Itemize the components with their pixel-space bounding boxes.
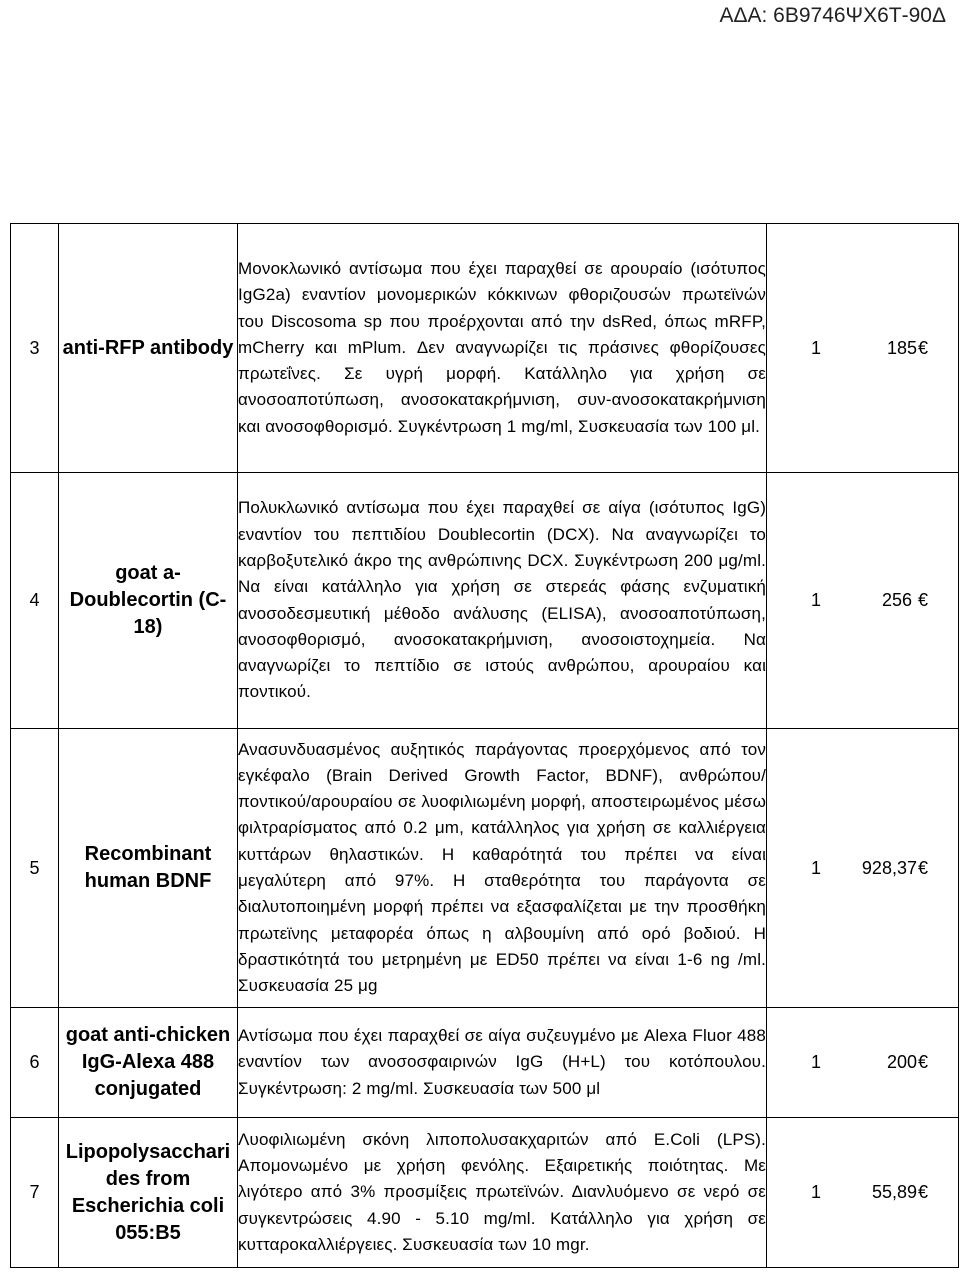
price: 200€ <box>886 1052 928 1072</box>
quantity: 1 <box>811 337 822 358</box>
product-description: Λυοφιλιωμένη σκόνη λιποπολυσακχαριτών από E.Coli (LPS). Απομονωμένο με χρήση φενόλης. Εξαιρετικής ποιότητας. Με λιγότερο από 3% προσμίξεις πρωτεϊνών. Διανλυόμενο σε νερό σε συγκεντρώσεις 4.90 - 5.10 mg/ml. Κατάλληλο για χρήση σε κυτταροκαλλιέργειες. Συσκευασία των 10 mgr. <box>238 1118 767 1268</box>
price-cell <box>767 224 959 473</box>
price: 256 € <box>881 590 928 610</box>
euro-symbol: € <box>917 337 928 358</box>
row-number: 5 <box>11 729 59 1008</box>
items-table <box>10 223 959 1268</box>
euro-symbol: € <box>917 1052 928 1072</box>
table-row <box>11 473 959 729</box>
price: 185€ <box>886 337 928 358</box>
table-row <box>11 1008 959 1118</box>
euro-symbol: € <box>917 590 928 610</box>
price-cell <box>767 1008 959 1118</box>
euro-symbol: € <box>917 857 928 878</box>
product-description: Πολυκλωνικό αντίσωμα που έχει παραχθεί σε αίγα (ισότυπος IgG) εναντίον του πεπτιδίου Doublecortin (DCX). Να αναγνωρίζει το καρβοξυτελικό άκρο της ανθρώπινης DCX. Συγκέντρωση 200 μg/ml. Να είναι κατάλληλο για χρήση σε στερεάς φάσης ενζυματική ανοσοδεσμευτική μέθοδο ανάλυσης (ELISA), ανοσοαποτύπωση, ανοσοφθορισμό, ανοσοκατακρήμνιση, ανοσοιστοχημεία. Να αναγνωρίζει το πεπτίδιο σε ιστούς ανθρώπου, αρουραίου και ποντικού. <box>238 473 767 729</box>
price-cell <box>767 473 959 729</box>
table-row <box>11 729 959 1008</box>
document-code: ΑΔΑ: 6Β9746ΨΧ6Τ-90Δ <box>719 4 946 27</box>
table-row <box>11 224 959 473</box>
product-name: goat anti-chicken IgG-Alexa 488 conjugated <box>59 1008 238 1118</box>
product-name: Recombinant human BDNF <box>59 729 238 1008</box>
product-description: Ανασυνδυασμένος αυξητικός παράγοντας προερχόμενος από τον εγκέφαλο (Brain Derived Growth Factor, BDNF), ανθρώπου/ποντικού/αρουραίου σε λυοφιλιωμένη μορφή, αποστειρωμένος μέσω φιλτραρίσματος από 0.2 μm, κατάλληλος για χρήση σε καλλιέργεια κυττάρων θηλαστικών. Η καθαρότητά του πρέπει να είναι μεγαλύτερη από 97%. Η σταθερότητα του παράγοντα σε διαλυτοποιημένη μορφή πρέπει να εξασφαλίζεται με την προσθήκη πρωτεϊνης μεταφορέα όπως η αλβουμίνη από ορό βοδιού. Η δραστικότητά του μετρημένη με ED50 πρέπει να είναι 1-6 ng /ml. Συσκευασία 25 μg <box>238 729 767 1008</box>
row-number: 6 <box>11 1008 59 1118</box>
quantity: 1 <box>811 1182 822 1202</box>
product-name: anti-RFP antibody <box>59 224 238 473</box>
quantity: 1 <box>811 857 822 878</box>
price: 55,89€ <box>871 1182 928 1202</box>
row-number: 7 <box>11 1118 59 1268</box>
quantity: 1 <box>811 1052 822 1072</box>
table-row <box>11 1118 959 1268</box>
quantity: 1 <box>811 590 822 610</box>
price: 928,37€ <box>861 857 928 878</box>
euro-symbol: € <box>917 1182 928 1202</box>
price-cell <box>767 729 959 1008</box>
product-name: goat a-Doublecortin (C-18) <box>59 473 238 729</box>
product-name: Lipopolysacchari des from Escherichia coli 055:B5 <box>59 1118 238 1268</box>
row-number: 3 <box>11 224 59 473</box>
product-description: Αντίσωμα που έχει παραχθεί σε αίγα συζευγμένο με Alexa Fluor 488 εναντίον των ανοσοσφαιρινών IgG (H+L) του κοτόπουλου. Συγκέντρωση: 2 mg/ml. Συσκευασία των 500 μl <box>238 1008 767 1118</box>
price-cell <box>767 1118 959 1268</box>
product-description: Μονοκλωνικό αντίσωμα που έχει παραχθεί σε αρουραίο (ισότυπος IgG2a) εναντίον μονομερικών κόκκινων φθοριζουσών πρωτεϊνών του Discosoma sp που προέρχονται από την dsRed, όπως mRFP, mCherry και mPlum. Δεν αναγνωρίζει τις πράσινες φθορίζουσες πρωτεΐνες. Σε υγρή μορφή. Κατάλληλο για χρήση σε ανοσοαποτύπωση, ανοσοκατακρήμνιση, συν-ανοσοκατακρήμνιση και ανοσοφθορισμό. Συγκέντρωση 1 mg/ml, Συσκευασία των 100 μl. <box>238 224 767 473</box>
row-number: 4 <box>11 473 59 729</box>
